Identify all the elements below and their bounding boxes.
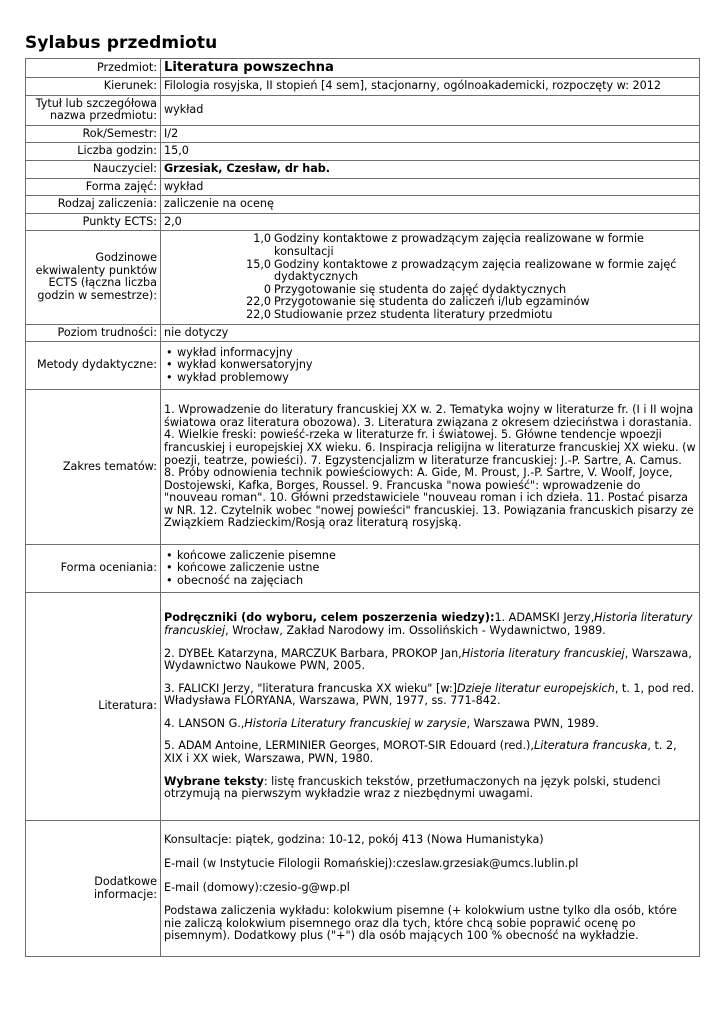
row-rok xyxy=(26,125,700,143)
literatura-heading: Podręczniki (do wyboru, celem poszerzenia wiedzy): xyxy=(164,611,495,625)
list-item: • końcowe zaliczenie ustne xyxy=(164,562,696,575)
metody-list xyxy=(164,347,696,385)
row-godzinowe xyxy=(26,231,700,324)
ects-item-hours: 1,0 xyxy=(253,232,271,246)
literatura-item xyxy=(164,612,696,637)
ects-item xyxy=(164,309,696,322)
row-nauczyciel xyxy=(26,160,700,178)
list-item: • obecność na zajęciach xyxy=(164,575,696,588)
literatura-book-title: Literatura francuska xyxy=(533,739,648,753)
row-literatura xyxy=(26,593,700,821)
ects-item-hours: 15,0 xyxy=(246,257,271,271)
literatura-book-title: Historia Literatury francuskiej w zarysie xyxy=(244,716,467,730)
label-tytul: Tytuł lub szczegółowa nazwa przedmiotu: xyxy=(26,95,161,125)
value-metody xyxy=(161,342,700,390)
list-item: • wykład informacyjny xyxy=(164,347,696,360)
value-rodzaj: zaliczenie na ocenę xyxy=(161,196,700,214)
literatura-publisher: , Warszawa, Wydawnictwo Naukowe PWN, 2005. xyxy=(164,646,692,673)
row-metody xyxy=(26,342,700,390)
literatura-authors: 1. ADAMSKI Jerzy, xyxy=(494,611,595,625)
value-przedmiot: Literatura powszechna xyxy=(161,59,700,78)
row-poziom xyxy=(26,324,700,342)
literatura-item xyxy=(164,740,696,765)
label-forma-oceniania: Forma oceniania: xyxy=(26,545,161,593)
row-forma-oceniania xyxy=(26,545,700,593)
value-forma-oceniania xyxy=(161,545,700,593)
row-tytul xyxy=(26,95,700,125)
page-title: Sylabus przedmiotu xyxy=(25,33,218,53)
label-poziom: Poziom trudności: xyxy=(26,324,161,342)
row-zakres xyxy=(26,390,700,545)
value-godzinowe xyxy=(161,231,700,324)
zaliczenie-basis-text: Podstawa zaliczenia wykładu: kolokwium pisemne (+ kolokwium ustne tylko dla osób, które nie zaliczą kolokwium pisemnego oraz dla tych, które chcą sobie poprawić ocenę po pisemnym). Dodatkowy plus ("+") dla osób mających 100 % obecność na wykładzie. xyxy=(164,904,677,943)
email-institute-text: E-mail (w Instytucie Filologii Romańskiej):czeslaw.grzesiak@umcs.lublin.pl xyxy=(164,856,579,870)
label-rok: Rok/Semestr: xyxy=(26,125,161,143)
literatura-publisher: , t. 2, XIX i XX wiek, Warszawa, PWN, 1980. xyxy=(164,739,677,766)
list-item: • wykład problemowy xyxy=(164,372,696,385)
konsultacje-text: Konsultacje: piątek, godzina: 10-12, pokój 413 (Nowa Humanistyka) xyxy=(164,833,544,847)
list-item: • końcowe zaliczenie pisemne xyxy=(164,550,696,563)
label-rodzaj: Rodzaj zaliczenia: xyxy=(26,196,161,214)
literatura-publisher: , Wrocław, Zakład Narodowy im. Ossolińskich - Wydawnictwo, 1989. xyxy=(225,623,606,637)
label-dodatkowe: Dodatkowe informacje: xyxy=(26,821,161,957)
literatura-authors: 4. LANSON G., xyxy=(164,716,245,730)
literatura-item xyxy=(164,776,696,801)
value-tytul: wykład xyxy=(161,95,700,125)
row-ects xyxy=(26,213,700,231)
value-ects: 2,0 xyxy=(161,213,700,231)
literatura-book-title: Historia literatury francuskiej xyxy=(461,646,625,660)
ects-item xyxy=(164,233,696,258)
literatura-authors: 3. FALICKI Jerzy, "literatura francuska XX wieku" [w:] xyxy=(164,681,458,695)
literatura-item xyxy=(164,648,696,673)
literatura-book-title: Dzieje literatur europejskich xyxy=(457,681,615,695)
literatura-authors: 2. DYBEŁ Katarzyna, MARCZUK Barbara, PROKOP Jan, xyxy=(164,646,462,660)
ects-item-text: Przygotowanie się studenta do zaliczeń i/lub egzaminów xyxy=(274,295,590,309)
literatura-authors: 5. ADAM Antoine, LERMINIER Georges, MOROT-SIR Edouard (red.), xyxy=(164,739,534,753)
row-kierunek xyxy=(26,78,700,96)
literatura-book-title: Historia literatury francuskiej xyxy=(164,611,693,637)
literatura-heading: Wybrane teksty xyxy=(164,774,264,788)
syllabus-table xyxy=(25,58,700,957)
ects-item xyxy=(164,259,696,284)
row-rodzaj xyxy=(26,196,700,214)
ects-item-text: Godziny kontaktowe z prowadzącym zajęcia realizowane w formie zajęć dydaktycznych xyxy=(274,257,677,284)
literatura-item xyxy=(164,718,696,731)
ects-item-text: Przygotowanie się studenta do zajęć dydaktycznych xyxy=(274,282,567,296)
value-poziom: nie dotyczy xyxy=(161,324,700,342)
label-ects: Punkty ECTS: xyxy=(26,213,161,231)
literatura-publisher: , t. 1, pod red. Władysława FLORYANA, Warszawa, PWN, 1977, ss. 771-842. xyxy=(164,681,695,708)
value-dodatkowe xyxy=(161,821,700,957)
list-item: • wykład konwersatoryjny xyxy=(164,359,696,372)
ects-item-text: Godziny kontaktowe z prowadzącym zajęcia realizowane w formie konsultacji xyxy=(274,232,644,258)
label-metody: Metody dydaktyczne: xyxy=(26,342,161,390)
label-godziny: Liczba godzin: xyxy=(26,143,161,161)
ects-item-hours: 0 xyxy=(263,282,271,296)
literatura-item xyxy=(164,683,696,708)
row-forma-zajec xyxy=(26,178,700,196)
value-forma-zajec: wykład xyxy=(161,178,700,196)
email-home-text: E-mail (domowy):czesio-g@wp.pl xyxy=(164,880,350,894)
label-nauczyciel: Nauczyciel: xyxy=(26,160,161,178)
label-godzinowe: Godzinowe ekwiwalenty punktów ECTS (łączna liczba godzin w semestrze): xyxy=(26,231,161,324)
value-nauczyciel: Grzesiak, Czesław, dr hab. xyxy=(161,160,700,178)
value-literatura xyxy=(161,593,700,821)
label-kierunek: Kierunek: xyxy=(26,78,161,96)
label-literatura: Literatura: xyxy=(26,593,161,821)
literatura-publisher: , Warszawa PWN, 1989. xyxy=(466,716,599,730)
value-godziny: 15,0 xyxy=(161,143,700,161)
forma-oceniania-list xyxy=(164,550,696,588)
value-rok: I/2 xyxy=(161,125,700,143)
row-dodatkowe xyxy=(26,821,700,957)
label-zakres: Zakres tematów: xyxy=(26,390,161,545)
row-przedmiot xyxy=(26,59,700,78)
label-forma-zajec: Forma zajęć: xyxy=(26,178,161,196)
ects-item-hours: 22,0 xyxy=(246,307,271,321)
value-zakres: 1. Wprowadzenie do literatury francuskiej XX w. 2. Tematyka wojny w literaturze fr. (I i II wojna światowa oraz literatura obozowa). 3. Literatura związana z okresem dzieciństwa i dorastania. 4. Wielkie freski: powieść-rzeka w literaturze fr. i światowej. 5. Główne tendencje wpoezji francuskiej i europejskiej XX wieku. 6. Inspiracja religijna w literaturze francuskiej XX wieku. (w poezji, teatrze, powieści). 7. Egzystencjalizm w literaturze francuskiej: J.-P. Sartre, A. Camus. 8. Próby odnowienia technik powieściowych: A. Gide, M. Proust, J.-P. Sartre, V. Woolf, Joyce, Dostojewski, Kafka, Borges, Roussel. 9. Francuska "nowa powieść": wprowadzenie do "nouveau roman". 10. Główni przedstawiciele "nouveau roman i ich dzieła. 11. Postać pisarza w NR. 12. Czytelnik wobec "nowej powieści" francuskiej. 13. Powiązania francuskich pisarzy ze Związkiem Radzieckim/Rosją oraz literaturą rosyjską. xyxy=(161,390,700,545)
ects-item-text: Studiowanie przez studenta literatury przedmiotu xyxy=(274,307,553,321)
literatura-note: : listę francuskich tekstów, przetłumaczonych na język polski, studenci otrzymują na pierwszym wykładzie wraz z niezbędnymi uwagami. xyxy=(164,774,661,801)
row-godziny xyxy=(26,143,700,161)
ects-item-hours: 22,0 xyxy=(246,295,271,309)
label-przedmiot: Przedmiot: xyxy=(26,59,161,78)
value-kierunek: Filologia rosyjska, II stopień [4 sem], stacjonarny, ogólnoakademicki, rozpoczęty w: 2012 xyxy=(161,78,700,96)
